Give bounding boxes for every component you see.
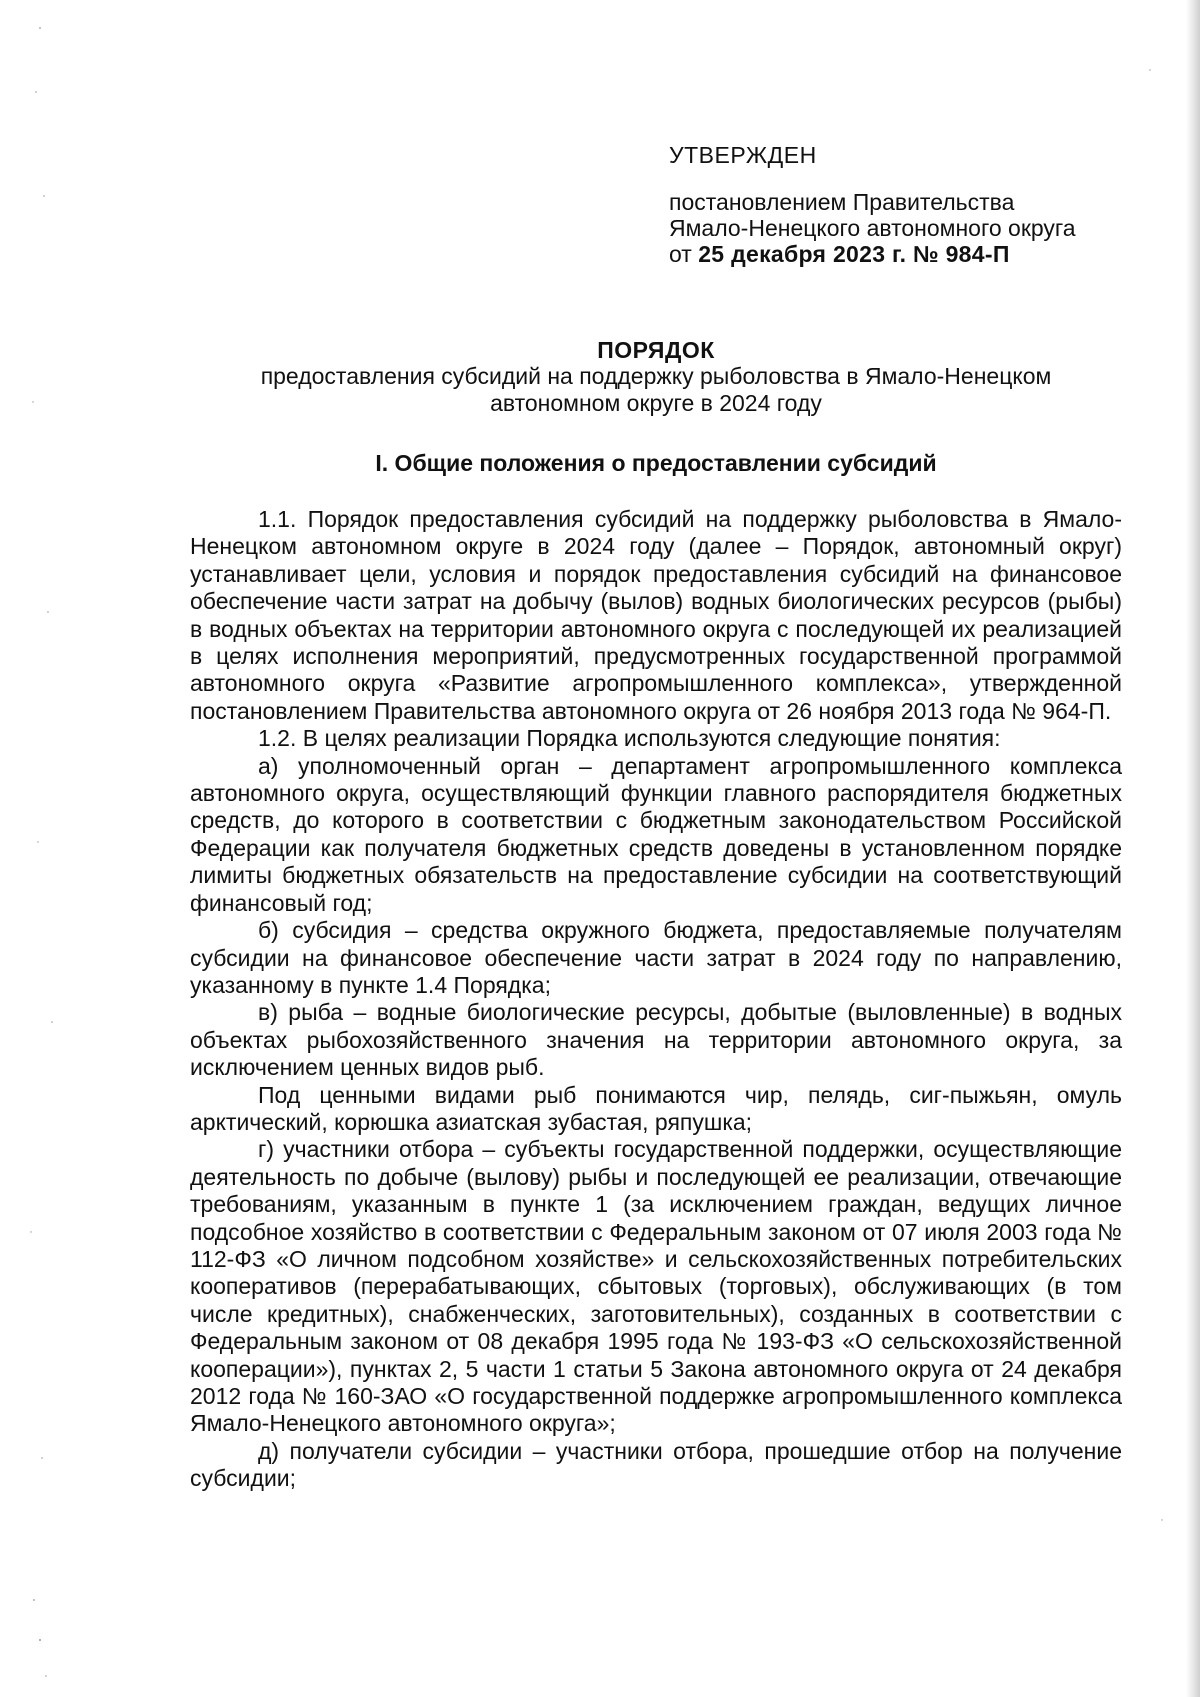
paragraph-valuable-fish: Под ценными видами рыб понимаются чир, пелядь, сиг-пыжьян, омуль арктический, корюшка азиатская зубастая, ряпушка; xyxy=(190,1081,1122,1135)
paragraph-item-a: а) уполномоченный орган – департамент агропромышленного комплекса автономного округа, осуществляющий функции главного распорядителя бюджетных средств, до которого в соответствии с бюджетным законодательством Российской Федерации как получателя бюджетных средств доведены в установленном порядке лимиты бюджетных обязательств на предоставление субсидии на соответствующий финансовый год; xyxy=(190,752,1122,916)
scan-page-edge xyxy=(1186,0,1200,1697)
document-subtitle-line-2: автономном округе в 2024 году xyxy=(490,389,822,416)
paragraph-1-2: 1.2. В целях реализации Порядка используются следующие понятия: xyxy=(258,725,1001,752)
paragraph-1-1: 1.1. Порядок предоставления субсидий на поддержку рыболовства в Ямало-Ненецком автономном округе в 2024 году (далее – Порядок, автономный округ) устанавливает цели, условия и порядок предоставления субсидий на финансовое обеспечение части затрат на добычу (вылов) водных биологических ресурсов (рыбы) в водных объектах на территории автономного округа с последующей их реализацией в целях исполнения мероприятий, предусмотренных государственной программой автономного округа «Развитие агропромышленного комплекса», утвержденной постановлением Правительства автономного округа от 26 ноября 2013 года № 964-П. xyxy=(190,506,1122,724)
paragraph-item-g: г) участники отбора – субъекты государственной поддержки, осуществляющие деятельность по добыче (вылову) рыбы и последующей ее реализации, отвечающие требованиям, указанным в пункте 1 (за исключением граждан, ведущих личное подсобное хозяйство в соответствии с Федеральным законом от 07 июля 2003 года № 112-ФЗ «О личном подсобном хозяйстве» и сельскохозяйственных потребительских кооперативов (перерабатывающих, сбытовых (торговых), обслуживающих (в том числе кредитных), снабженческих, заготовительных), созданных в соответствии с Федеральным законом от 08 декабря 1995 года № 193-ФЗ «О сельскохозяйственной кооперации»), пунктах 2, 5 части 1 статьи 5 Закона автономного округа от 24 декабря 2012 года № 160-ЗАО «О государственной поддержке агропромышленного комплекса Ямало-Ненецкого автономного округа»; xyxy=(190,1136,1122,1437)
paragraph-item-v: в) рыба – водные биологические ресурсы, добытые (выловленные) в водных объектах рыбохозяйственного значения на территории автономного округа, за исключением ценных видов рыб. xyxy=(190,999,1122,1081)
approval-line-1: постановлением Правительства xyxy=(669,189,1015,215)
approval-line-3 xyxy=(669,241,1169,267)
approval-line-2: Ямало-Ненецкого автономного округа xyxy=(669,215,1076,241)
document-body xyxy=(190,506,1122,1493)
decree-number: 25 декабря 2023 г. № 984-П xyxy=(698,241,1010,267)
document-title: ПОРЯДОК xyxy=(597,337,715,363)
document-subtitle-line-1: предоставления субсидий на поддержку рыболовства в Ямало-Ненецком xyxy=(260,363,1052,389)
approval-date-prefix: от xyxy=(669,241,692,267)
approval-heading: УТВЕРЖДЕН xyxy=(669,142,817,168)
paragraph-item-d: д) получатели субсидии – участники отбора, прошедшие отбор на получение субсидии; xyxy=(190,1437,1122,1492)
section-heading: I. Общие положения о предоставлении субсидий xyxy=(375,450,937,476)
document-title-block xyxy=(190,337,1122,416)
approval-block xyxy=(669,142,1169,267)
paragraph-item-b: б) субсидия – средства окружного бюджета, предоставляемые получателям субсидии на финансовое обеспечение части затрат в 2024 году по направлению, указанному в пункте 1.4 Порядка; xyxy=(190,917,1122,998)
